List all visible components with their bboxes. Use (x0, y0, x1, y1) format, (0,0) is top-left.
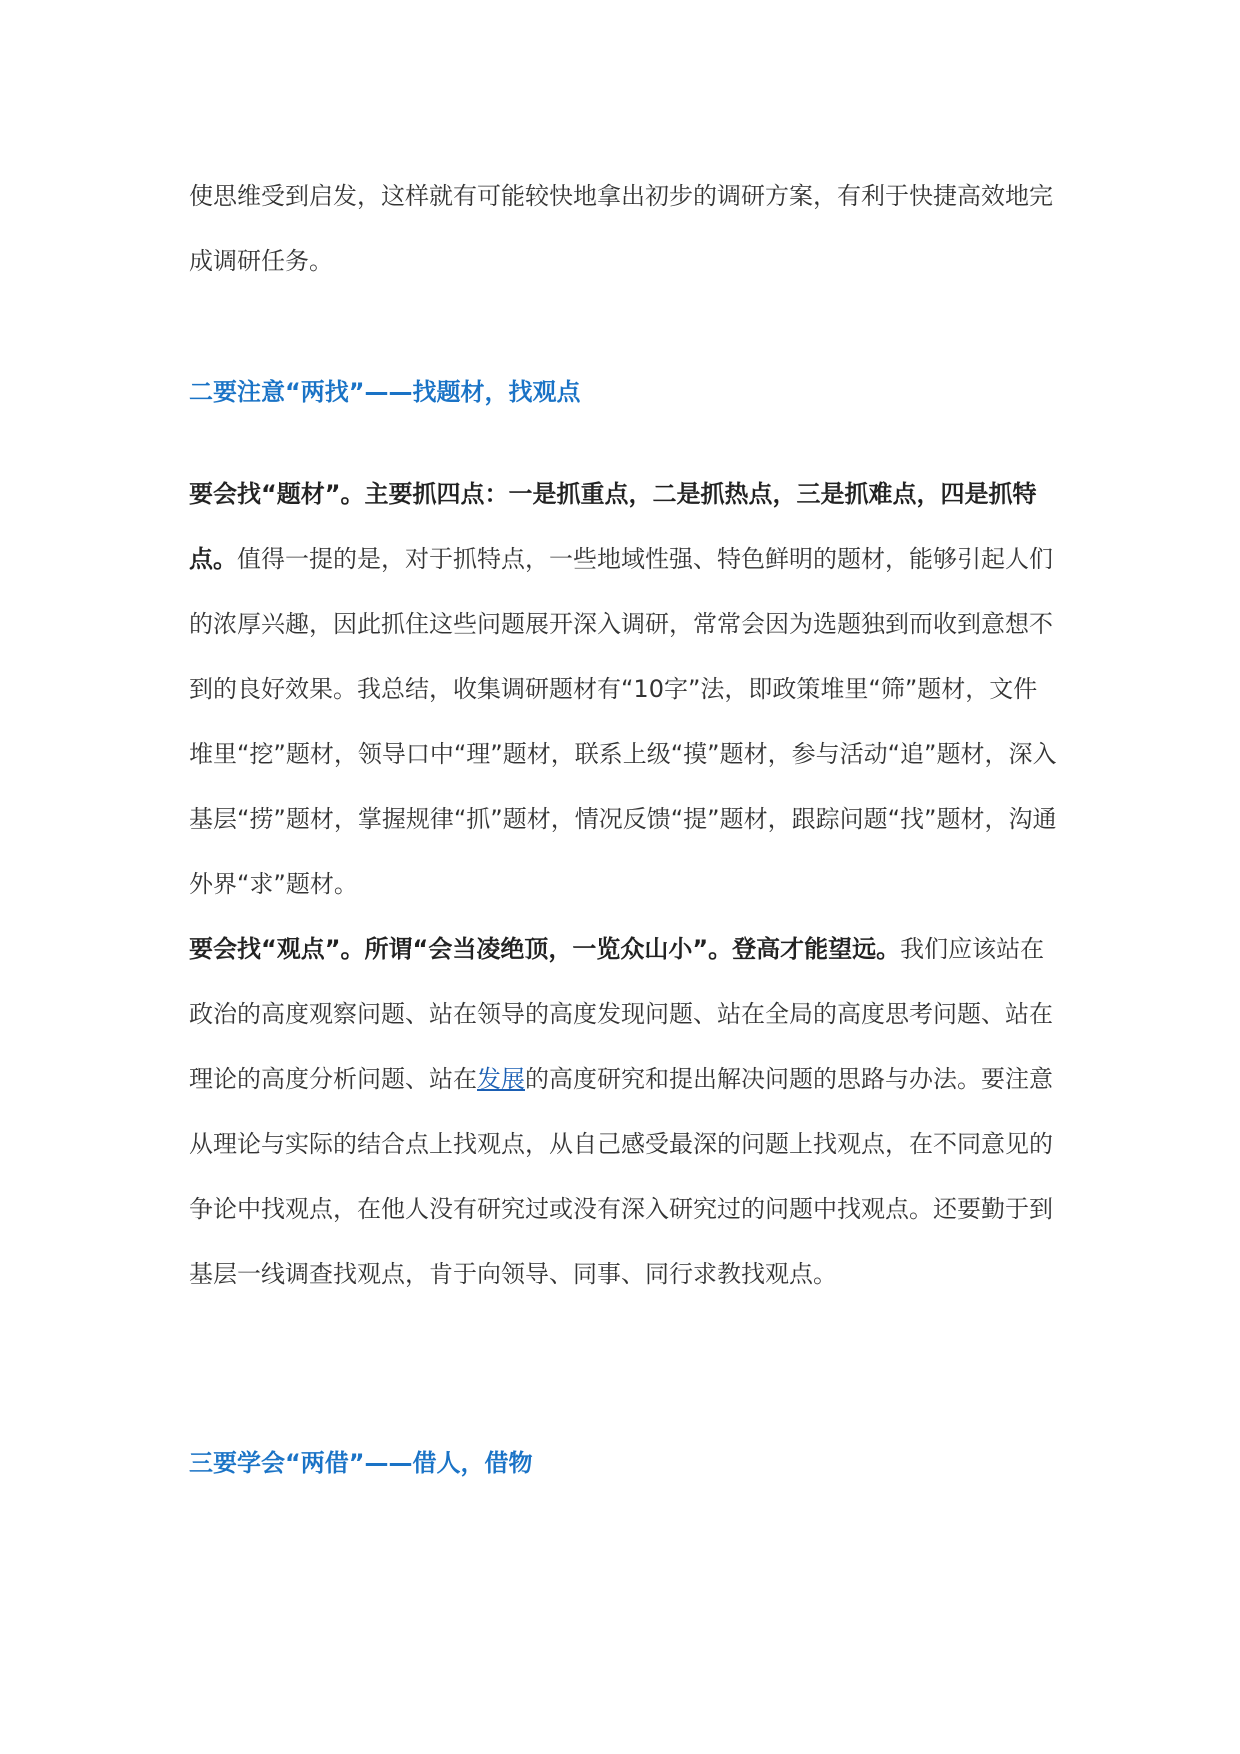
section-heading-two-borrows: 三要学会“两借”——借人，借物 (189, 1449, 533, 1477)
paragraph-find-viewpoints (189, 917, 1061, 1307)
paragraph-find-viewpoints-lead: 要会找“观点”。所谓“会当凌绝顶，一览众山小”。登高才能望远。 (189, 935, 901, 963)
paragraph-find-topics-lead: 要会找“题材”。主要抓四点：一是抓重点，二是抓热点，三是抓难点，四是抓特点。 (189, 480, 1037, 573)
paragraph-find-topics (189, 462, 1061, 917)
paragraph-find-viewpoints-body: 我们应该站在政治的高度观察问题、站在领导的高度发现问题、站在全局的高度思考问题、站在理论的高度分析问题、站在 (189, 935, 1053, 1093)
paragraph-find-topics-body: 值得一提的是，对于抓特点，一些地域性强、特色鲜明的题材，能够引起人们的浓厚兴趣，因此抓住这些问题展开深入调研，常常会因为选题独到而收到意想不到的良好效果。我总结，收集调研题材有“10字”法，即政策堆里“筛”题材，文件堆里“挖”题材，领导口中“理”题材，联系上级“摸”题材，参与活动“追”题材，深入基层“捞”题材，掌握规律“抓”题材，情况反馈“提”题材，跟踪问题“找”题材，沟通外界“求”题材。 (189, 545, 1057, 898)
paragraph-find-viewpoints-body-end: 的高度研究和提出解决问题的思路与办法。要注意从理论与实际的结合点上找观点，从自己感受最深的问题上找观点，在不同意见的争论中找观点，在他人没有研究过或没有深入研究过的问题中找观点。还要勤于到基层一线调查找观点，肯于向领导、同事、同行求教找观点。 (189, 1065, 1053, 1288)
paragraph-intro: 使思维受到启发，这样就有可能较快地拿出初步的调研方案，有利于快捷高效地完成调研任务。 (189, 182, 1053, 275)
development-link[interactable]: 发展 (477, 1065, 525, 1093)
section-heading-two-finds: 二要注意“两找”——找题材，找观点 (189, 378, 581, 406)
